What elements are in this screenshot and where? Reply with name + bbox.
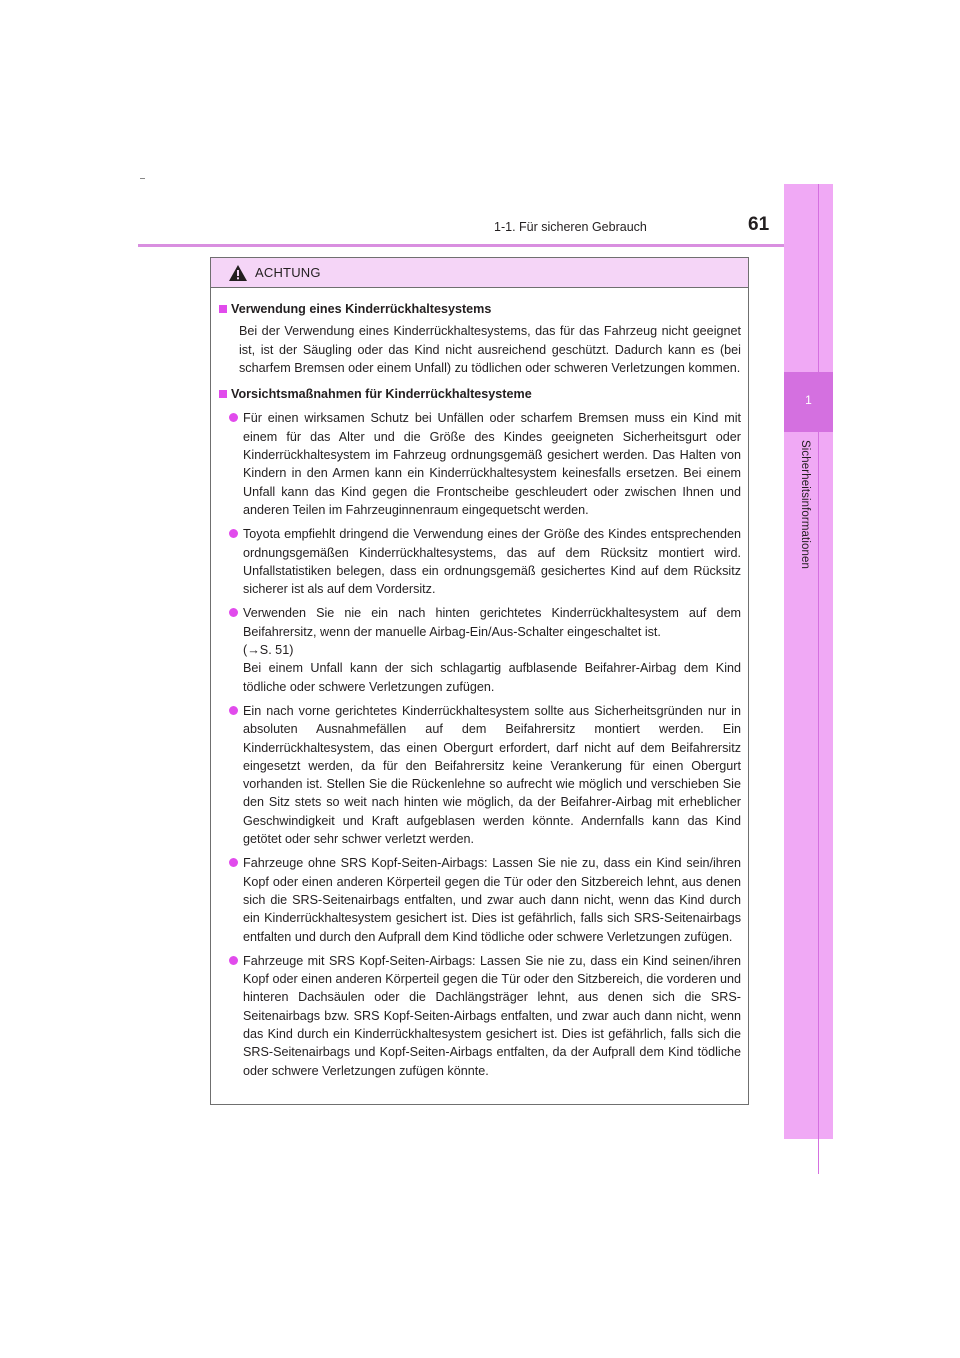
chapter-label: Sicherheitsinformationen [799, 440, 811, 569]
circle-bullet-icon [229, 608, 238, 617]
list-item: Ein nach vorne gerichtetes Kinderrückhaltesystem sollte aus Sicherheitsgründen nur in absoluten Ausnahmefällen auf dem Beifahrersitz montiert werden. Ein Kinderrückhaltesystem, das einen Obergurt erfordert, darf nicht auf dem Beifahrersitz eingesetzt werden, da für den Beifahrersitz keine Verankerung für einen Obergurt vorhanden ist. Stellen Sie die Rückenlehne so aufrecht wie möglich und verschieben Sie den Sitz stets so weit nach hinten wie möglich, da der Beifahrer-Airbag mit erheblicher Geschwindigkeit und Kraft aufgeblasen werden könnte. Andernfalls kann das Kind getötet oder sehr schwer verletzt werden. [228, 702, 741, 848]
section-heading: Vorsichtsmaßnahmen für Kinderrückhaltesysteme [218, 385, 741, 403]
square-bullet-icon [219, 390, 227, 398]
list-item [228, 604, 741, 695]
corner-mark [140, 178, 145, 179]
circle-bullet-icon [229, 529, 238, 538]
chapter-side-tab [784, 184, 833, 1139]
list-item: Toyota empfiehlt dringend die Verwendung eines der Größe des Kindes entsprechenden ordnungsgemäßen Kinderrückhaltesystems, das auf dem Rücksitz montiert wird. Unfallstatistiken belegen, dass ein ordnungsgemäß gesichertes Kind auf dem Rücksitz sicherer ist als auf dem Vordersitz. [228, 525, 741, 598]
header-rule [138, 244, 833, 247]
list-item-text: Bei einem Unfall kann der sich schlagartig aufblasende Beifahrer-Airbag dem Kind tödliche oder schwere Verletzungen zufügen. [243, 661, 741, 694]
page-number: 61 [748, 214, 770, 235]
list-item: Fahrzeuge mit SRS Kopf-Seiten-Airbags: Lassen Sie nie zu, dass ein Kind seinen/ihren Kopf oder einen anderen Körperteil gegen die Tür oder den Sitzbereich, die vorderen und hinteren Dachsäulen oder die Dachlängsträger lehnt, aus denen sich die SRS-Seitenairbags bzw. SRS Kopf-Seiten-Airbags entfalten, und zwar auch dann nicht, wenn das Kind durch ein Kinderrückhaltesystem gesichert ist. Dies ist gefährlich, falls sich die SRS-Seitenairbags und Kopf-Seiten-Airbags entfalten, da der Aufprall dem Kind tödliche oder schwere Verletzungen zufügen könnte. [228, 952, 741, 1080]
circle-bullet-icon [229, 858, 238, 867]
caution-body [211, 288, 748, 1080]
section-paragraph: Bei der Verwendung eines Kinderrückhaltesystems, das für das Fahrzeug nicht geeignet ist, ist der Säugling oder das Kind nicht ausreichend geschützt. Dadurch kann es (bei scharfem Bremsen oder einem Unfall) zu tödlichen oder schweren Verletzungen kommen. [239, 324, 741, 375]
circle-bullet-icon [229, 413, 238, 422]
circle-bullet-icon [229, 956, 238, 965]
page-reference-link[interactable]: (→S. 51) [243, 643, 294, 658]
list-item: Fahrzeuge ohne SRS Kopf-Seiten-Airbags: Lassen Sie nie zu, dass ein Kind sein/ihren Kopf oder einen anderen Körperteil gegen die Tür oder den Sitzbereich lehnt, aus denen sich die SRS-Seitenairbags entfalten, und zwar auch dann nicht, wenn das Kind durch ein Kinderrückhaltesystem gesichert ist. Dies ist gefährlich, falls sich SRS-Seitenairbags entfalten und durch den Aufprall dem Kind tödliche oder schwere Verletzungen zufügen. [228, 854, 741, 945]
caution-box [210, 257, 749, 1105]
square-bullet-icon [219, 305, 227, 313]
circle-bullet-icon [229, 706, 238, 715]
chapter-number: 1 [805, 393, 812, 407]
caution-title: ACHTUNG [255, 265, 321, 280]
list-item-text: Verwenden Sie nie ein nach hinten gerichtetes Kinderrückhaltesystem auf dem Beifahrersitz, wenn der manuelle Airbag-Ein/Aus-Schalter eingeschaltet ist. [243, 606, 741, 639]
list-item: Für einen wirksamen Schutz bei Unfällen oder scharfem Bremsen muss ein Kind mit einem für das Alter und die Größe des Kindes geeigneten Sicherheitsgurt oder Kinderrückhaltesystem im Fahrzeug ordnungsgemäß gesichert werden. Das Halten von Kindern in den Armen kann ein Kinderrückhaltesystem keinesfalls ersetzen. Bei einem Unfall kann das Kind gegen die Frontscheibe geschleudert oder zwischen Ihnen und anderen Teilen im Fahrzeuginnenraum eingequetscht werden. [228, 409, 741, 519]
section-title: 1-1. Für sicheren Gebrauch [494, 220, 647, 234]
section-heading: Verwendung eines Kinderrückhaltesystems [218, 300, 741, 318]
warning-triangle-icon [228, 264, 248, 282]
side-tab-rule [818, 184, 819, 1174]
caution-header [211, 258, 748, 288]
